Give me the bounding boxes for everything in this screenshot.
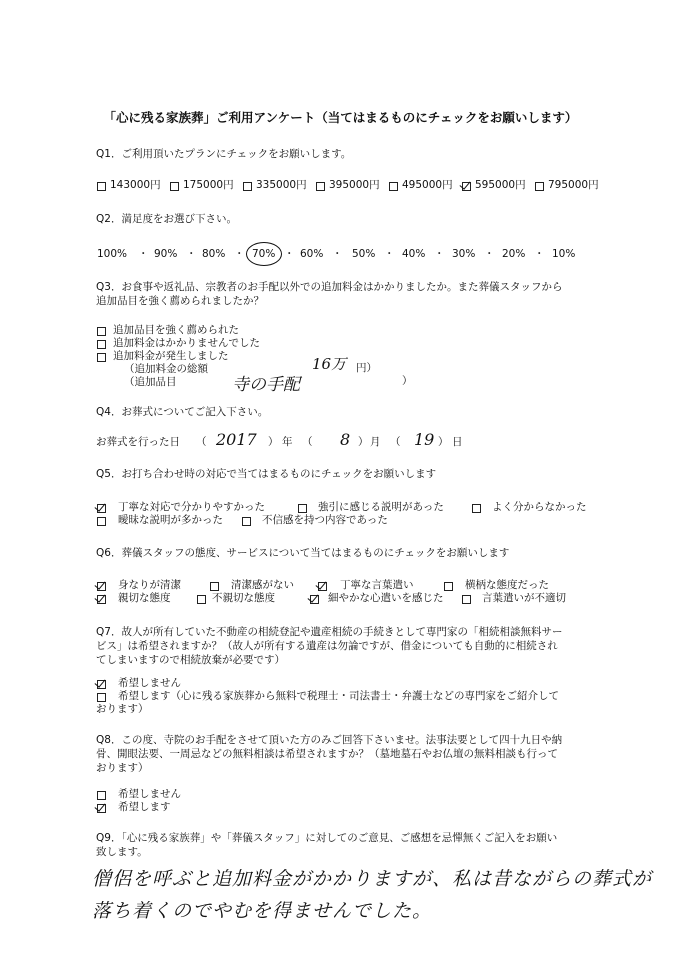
q5-checkbox-1[interactable] <box>97 504 106 513</box>
q3-question-line2: 追加品目を強く薦められましたか？ <box>96 295 264 307</box>
q1-checkbox-7[interactable] <box>535 182 544 191</box>
q2-option-30[interactable]: 30% <box>452 248 476 260</box>
q5-checkbox-4[interactable] <box>97 517 106 526</box>
q2-question: Q2．満足度をお選び下さい。 <box>96 213 237 225</box>
q5-checkbox-3[interactable] <box>472 504 481 513</box>
q6-checkbox-1[interactable] <box>97 582 106 591</box>
q4-question: Q4．お葬式についてご記入下さい。 <box>96 406 269 418</box>
q8-checkbox-accept[interactable] <box>97 804 106 813</box>
q6-option-7: 細やかな心遣いを感じた <box>328 592 444 604</box>
q7-checkbox-accept[interactable] <box>97 693 106 702</box>
q2-option-80[interactable]: 80% <box>202 248 226 260</box>
q1-option-5: 495000円 <box>402 179 453 191</box>
q1-option-1: 143000円 <box>110 179 161 191</box>
q3-question-line1: Q3．お食事や返礼品、宗教者のお手配以外での追加料金はかかりましたか。また葬儀スタッフから <box>96 281 563 293</box>
q3-items-label: （追加品目 <box>124 376 177 388</box>
q7-option-accept-line2: おります） <box>96 703 149 715</box>
q7-question-line2: ビス」は希望されますか？（故人が所有する遺産は勿論ですが、借金についても自動的に相続され <box>96 640 558 652</box>
q5-question: Q5．お打ち合わせ時の対応で当てはまるものにチェックをお願いします <box>96 468 437 480</box>
q1-checkbox-4[interactable] <box>316 182 325 191</box>
q8-checkbox-decline[interactable] <box>97 791 106 800</box>
q1-option-2: 175000円 <box>183 179 234 191</box>
q3-option-1: 追加品目を強く薦められた <box>113 324 239 336</box>
q8-option-accept: 希望します <box>118 801 171 813</box>
q2-option-10[interactable]: 10% <box>552 248 576 260</box>
q7-question-line3: てしまいますので相続放棄が必要です） <box>96 654 285 666</box>
q5-option-3: よく分からなかった <box>492 501 587 513</box>
q6-checkbox-2[interactable] <box>210 582 219 591</box>
q3-checkbox-1[interactable] <box>97 327 106 336</box>
q4-year-value: 2017 <box>216 430 257 449</box>
q3-option-2: 追加料金はかかりませんでした <box>113 337 260 349</box>
q4-date-label: お葬式を行った日 <box>96 436 180 448</box>
q4-day-value: 19 <box>414 430 435 449</box>
q1-option-4: 395000円 <box>329 179 380 191</box>
q9-answer-line1: 僧侶を呼ぶと追加料金がかかりますが、私は昔ながらの葬式が <box>92 868 653 890</box>
q6-checkbox-3[interactable] <box>318 582 327 591</box>
q3-option-3: 追加料金が発生しました <box>113 350 229 362</box>
q6-option-2: 清潔感がない <box>231 579 294 591</box>
q1-checkbox-3[interactable] <box>243 182 252 191</box>
q7-option-decline: 希望しません <box>118 677 181 689</box>
q3-total-unit: 円） <box>356 362 377 374</box>
q6-option-3: 丁寧な言葉遣い <box>340 579 414 591</box>
q6-option-5: 親切な態度 <box>118 592 171 604</box>
q2-option-90[interactable]: 90% <box>154 248 178 260</box>
q9-question-line2: 致します。 <box>96 846 148 858</box>
q7-checkbox-decline[interactable] <box>97 680 106 689</box>
q3-items-close: ） <box>402 375 413 387</box>
q6-option-4: 横柄な態度だった <box>465 579 549 591</box>
q5-option-5: 不信感を持つ内容であった <box>262 514 388 526</box>
q7-question-line1: Q7．故人が所有していた不動産の相続登記や遺産相続の手続きとして専門家の「相続相談無料サー <box>96 626 563 638</box>
q6-checkbox-7[interactable] <box>310 595 319 604</box>
q4-year-unit: 年 <box>282 436 293 448</box>
q8-option-decline: 希望しません <box>118 788 181 800</box>
q4-month-unit: 月 <box>370 436 381 448</box>
q1-option-7: 795000円 <box>548 179 599 191</box>
q1-checkbox-5[interactable] <box>389 182 398 191</box>
q2-selection-circle <box>246 242 282 266</box>
q3-checkbox-3[interactable] <box>97 353 106 362</box>
q6-checkbox-5[interactable] <box>97 595 106 604</box>
q2-option-100[interactable]: 100% <box>97 248 128 260</box>
q5-checkbox-5[interactable] <box>242 517 251 526</box>
q6-checkbox-6[interactable] <box>197 595 206 604</box>
q1-checkbox-6[interactable] <box>462 182 471 191</box>
q2-option-60[interactable]: 60% <box>300 248 324 260</box>
q5-checkbox-2[interactable] <box>298 504 307 513</box>
q1-checkbox-2[interactable] <box>170 182 179 191</box>
q6-option-1: 身なりが清潔 <box>118 579 181 591</box>
q3-total-value: 16万 <box>312 355 347 373</box>
q1-option-6: 595000円 <box>475 179 526 191</box>
q1-question: Q1．ご利用頂いたプランにチェックをお願いします。 <box>96 148 352 160</box>
q2-option-50[interactable]: 50% <box>352 248 376 260</box>
q6-checkbox-8[interactable] <box>462 595 471 604</box>
q6-option-8: 言葉遣いが不適切 <box>482 592 566 604</box>
q8-question-line3: おります） <box>96 762 149 774</box>
q1-checkbox-1[interactable] <box>97 182 106 191</box>
q3-items-value: 寺の手配 <box>232 375 300 395</box>
q6-question: Q6．葬儀スタッフの態度、サービスについて当てはまるものにチェックをお願いします <box>96 547 510 559</box>
q2-option-20[interactable]: 20% <box>502 248 526 260</box>
q4-month-value: 8 <box>340 430 351 449</box>
survey-title: 「心に残る家族葬」ご利用アンケート（当てはまるものにチェックをお願いします） <box>103 110 578 125</box>
q3-checkbox-2[interactable] <box>97 340 106 349</box>
q5-option-1: 丁寧な対応で分かりやすかった <box>118 501 265 513</box>
q6-checkbox-4[interactable] <box>444 582 453 591</box>
q8-question-line1: Q8．この度、寺院のお手配をさせて頂いた方のみご回答下さいませ。法事法要として四十九日や納 <box>96 734 563 746</box>
q3-total-label: （追加料金の総額 <box>124 363 208 375</box>
q2-option-70[interactable]: 70% <box>252 248 276 260</box>
q1-option-3: 335000円 <box>256 179 307 191</box>
q6-option-6: 不親切な態度 <box>212 592 275 604</box>
q2-option-40[interactable]: 40% <box>402 248 426 260</box>
q4-day-unit: 日 <box>452 436 463 448</box>
q9-answer-line2: 落ち着くのでやむを得ませんでした。 <box>92 900 433 922</box>
q5-option-4: 曖昧な説明が多かった <box>118 514 223 526</box>
q5-option-2: 強引に感じる説明があった <box>318 501 444 513</box>
q8-question-line2: 骨、開眼法要、一周忌などの無料相談は希望されますか？（墓地墓石やお仏壇の無料相談も行って <box>96 748 558 760</box>
q7-option-accept-line1: 希望します（心に残る家族葬から無料で税理士・司法書士・弁護士などの専門家をご紹介して <box>118 690 559 702</box>
q9-question-line1: Q9．「心に残る家族葬」や「葬儀スタッフ」に対してのご意見、ご感想を忌憚無くご記入をお願い <box>96 832 558 844</box>
